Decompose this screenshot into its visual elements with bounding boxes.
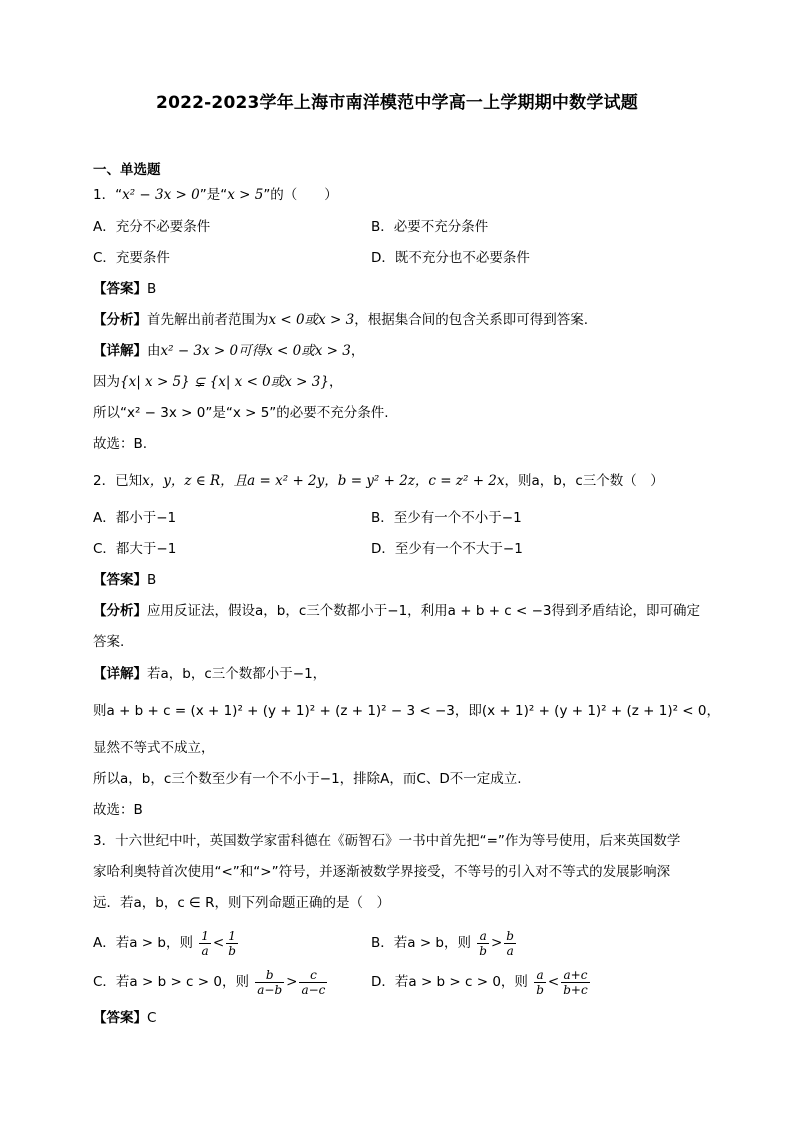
q2-analysis: 【分析】应用反证法，假设a，b，c三个数都小于−1，利用a + b + c < −3得到矛盾结论，即可确定 xyxy=(93,603,701,619)
q1-option-c: C．充要条件 xyxy=(93,250,170,266)
document-title: 2022-2023学年上海市南洋模范中学高一上学期期中数学试题 xyxy=(156,93,638,113)
fraction: $\frac{1}{a}$ xyxy=(201,928,209,958)
q1-option-a: A．充分不必要条件 xyxy=(93,219,211,235)
q1-detail-line4: 故选：B. xyxy=(93,436,148,452)
q3-option-a: A．若a > b，则 $\frac{1}{a}$ < $\frac{1}{b}$ xyxy=(93,928,236,958)
fraction: $\frac{b}{a}$ xyxy=(506,928,514,958)
q1-detail: 【详解】由x² − 3x > 0可得x < 0或x > 3， xyxy=(93,343,365,359)
fraction: $\frac{1}{b}$ xyxy=(228,928,236,958)
fraction: $\frac{a}{b}$ xyxy=(536,967,544,997)
q1-stem: 1．“x² − 3x > 0”是“x > 5”的（ ） xyxy=(93,187,338,203)
q1-option-b: B．必要不充分条件 xyxy=(371,219,489,235)
q3-stem-line2: 家哈利奥特首次使用“<”和“>”符号，并逐渐被数学界接受，不等号的引入对不等式的发展影响深 xyxy=(93,864,671,880)
q2-analysis-line2: 答案. xyxy=(93,634,125,650)
q2-stem: 2．已知x，y，z ∈ R，且a = x² + 2y，b = y² + 2z，c = z² + 2x，则a，b，c三个数（ ） xyxy=(93,473,664,489)
q1-detail-line3: 所以“x² − 3x > 0”是“x > 5”的必要不充分条件. xyxy=(93,405,389,421)
q2-detail-line2: 则a + b + c = (x + 1)² + (y + 1)² + (z + 1)² − 3 < −3，即(x + 1)² + (y + 1)² + (z + 1)² < 0， xyxy=(93,703,720,719)
q3-answer: 【答案】C xyxy=(93,1010,157,1026)
section-heading: 一、单选题 xyxy=(93,162,161,178)
q2-option-a: A．都小于−1 xyxy=(93,510,177,526)
q2-detail-line5: 故选：B xyxy=(93,802,143,818)
q2-detail: 【详解】若a，b，c三个数都小于−1， xyxy=(93,666,327,682)
q2-answer: 【答案】B xyxy=(93,572,157,588)
fraction: $\frac{a+c}{b+c}$ xyxy=(563,967,588,997)
q3-stem-line1: 3．十六世纪中叶，英国数学家雷科德在《砺智石》一书中首先把“=”作为等号使用，后来英国数学 xyxy=(93,833,681,849)
fraction: $\frac{b}{a-b}$ xyxy=(257,967,283,997)
q2-option-b: B．至少有一个不小于−1 xyxy=(371,510,522,526)
q1-detail-line2: 因为{x| x > 5} ⊊ {x| x < 0或x > 3}， xyxy=(93,374,343,390)
q3-option-c: C．若a > b > c > 0，则 $\frac{b}{a-b}$ > $\frac{c}{a-c}$ xyxy=(93,967,326,997)
q3-option-d: D．若a > b > c > 0，则 $\frac{a}{b}$ < $\frac{a+c}{b+c}$ xyxy=(371,967,588,997)
q1-option-d: D．既不充分也不必要条件 xyxy=(371,250,530,266)
q1-analysis: 【分析】首先解出前者范围为x < 0或x > 3，根据集合间的包含关系即可得到答案. xyxy=(93,312,588,328)
fraction: $\frac{c}{a-c}$ xyxy=(301,967,326,997)
q2-option-c: C．都大于−1 xyxy=(93,541,177,557)
q2-detail-line3: 显然不等式不成立， xyxy=(93,740,215,756)
q3-stem-line3: 远．若a，b，c ∈ R，则下列命题正确的是（ ） xyxy=(93,895,390,911)
q2-option-d: D．至少有一个不大于−1 xyxy=(371,541,523,557)
q2-detail-line4: 所以a，b，c三个数至少有一个不小于−1，排除A，而C、D不一定成立. xyxy=(93,771,522,787)
q3-option-b: B．若a > b，则 $\frac{a}{b}$ > $\frac{b}{a}$ xyxy=(371,928,514,958)
q1-answer: 【答案】B xyxy=(93,281,157,297)
fraction: $\frac{a}{b}$ xyxy=(479,928,487,958)
